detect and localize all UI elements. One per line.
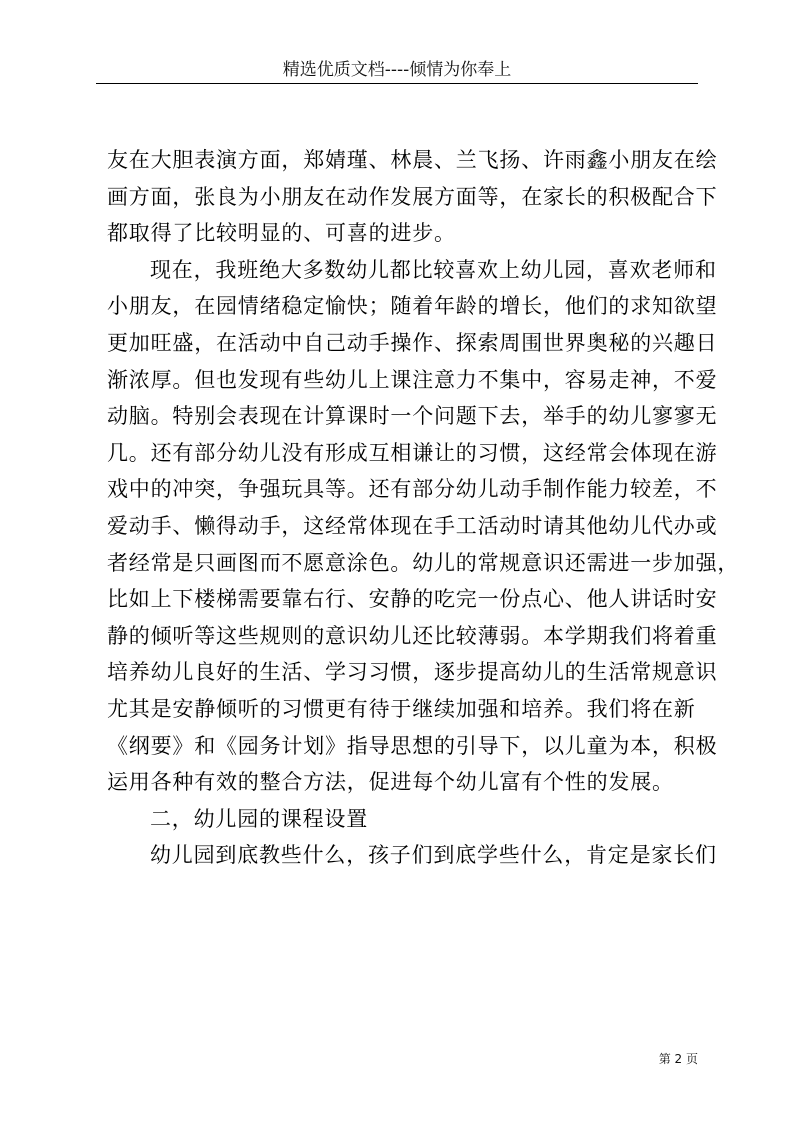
body-line-2: 画方面，张良为小朋友在动作发展方面等，在家长的积极配合下	[107, 184, 718, 209]
body-line-15: 培养幼儿良好的生活、学习习惯，逐步提高幼儿的生活常规意识	[107, 660, 718, 685]
document-header: 精选优质文档----倾情为你奉上	[282, 60, 512, 80]
body-line-12: 者经常是只画图而不愿意涂色。幼儿的常规意识还需进一步加强，	[107, 550, 740, 575]
body-line-5: 小朋友，在园情绪稳定愉快；随着年龄的增长，他们的求知欲望	[107, 294, 718, 319]
body-line-20: 幼儿园到底教些什么，孩子们到底学些什么，肯定是家长们	[150, 843, 717, 868]
body-line-8: 动脑。特别会表现在计算课时一个问题下去，举手的幼儿寥寥无	[107, 404, 718, 429]
body-line-13: 比如上下楼梯需要靠右行、安静的吃完一份点心、他人讲话时安	[107, 587, 718, 612]
body-line-11: 爱动手、懒得动手，这经常体现在手工活动时请其他幼儿代办或	[107, 513, 718, 538]
body-line-18: 运用各种有效的整合方法，促进每个幼儿富有个性的发展。	[107, 770, 674, 795]
body-line-1: 友在大胆表演方面，郑婧瑾、林晨、兰飞扬、许雨鑫小朋友在绘	[107, 148, 718, 172]
body-line-6: 更加旺盛，在活动中自己动手操作、探索周围世界奥秘的兴趣日	[107, 330, 718, 355]
body-line-16: 尤其是安静倾听的习惯更有待于继续加强和培养。我们将在新	[107, 696, 696, 721]
body-line-10: 戏中的冲突，争强玩具等。还有部分幼儿动手制作能力较差，不	[107, 477, 718, 502]
body-line-17: 《纲要》和《园务计划》指导思想的引导下，以儿童为本，积极	[107, 733, 718, 758]
header-divider	[96, 83, 698, 84]
document-body	[107, 142, 740, 874]
body-line-3: 都取得了比较明显的、可喜的进步。	[107, 221, 456, 246]
body-line-14: 静的倾听等这些规则的意识幼儿还比较薄弱。本学期我们将着重	[107, 623, 718, 648]
body-line-9: 几。还有部分幼儿没有形成互相谦让的习惯，这经常会体现在游	[107, 440, 718, 465]
body-line-7: 渐浓厚。但也发现有些幼儿上课注意力不集中，容易走神，不爱	[107, 367, 718, 392]
section-heading: 二，幼儿园的课程设置	[150, 806, 368, 831]
body-line-4: 现在，我班绝大多数幼儿都比较喜欢上幼儿园，喜欢老师和	[150, 257, 717, 282]
page-number: 第 2 页	[658, 1052, 698, 1066]
